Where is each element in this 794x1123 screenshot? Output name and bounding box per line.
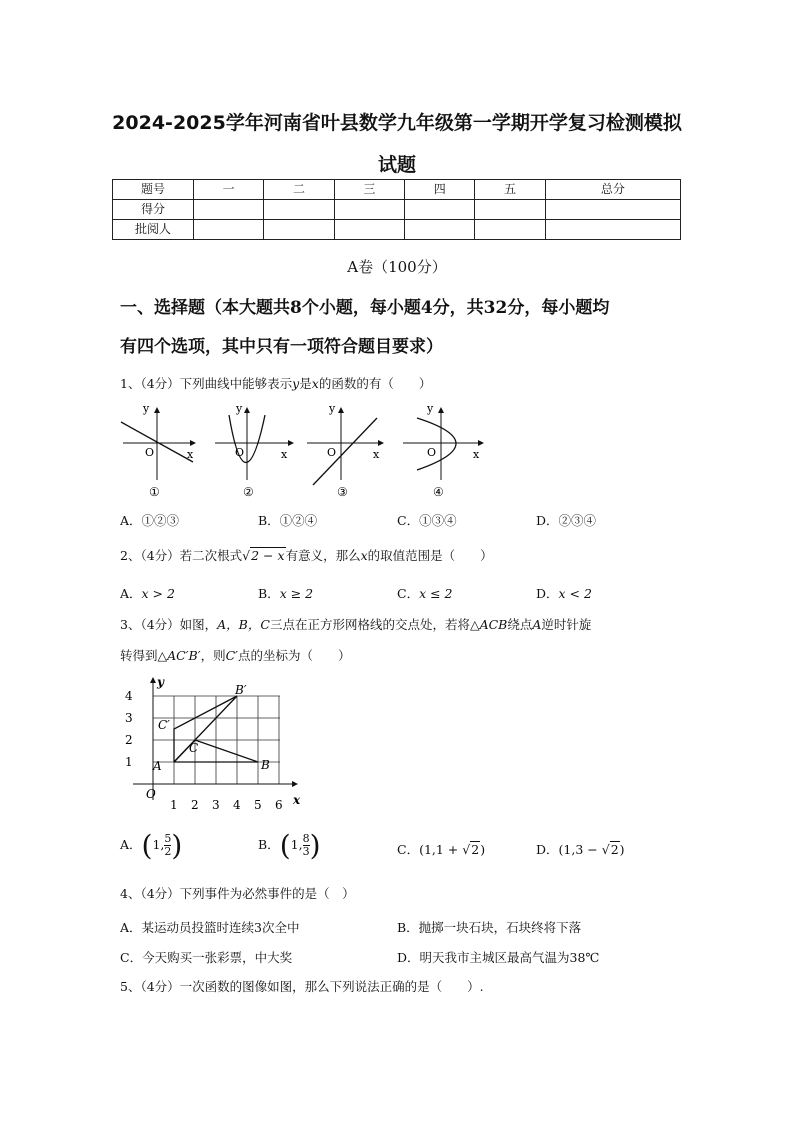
question-1-option-c[interactable]: C．①③④ xyxy=(397,513,457,528)
x-tick-labels xyxy=(170,798,283,812)
svg-text:4: 4 xyxy=(125,689,133,703)
question-2-option-c[interactable]: C．x ≤ 2 xyxy=(397,586,453,601)
svg-text:O: O xyxy=(327,446,337,459)
svg-text:y: y xyxy=(329,402,336,415)
svg-text:2: 2 xyxy=(191,798,199,812)
score-table-header-row xyxy=(113,180,681,200)
svg-text:x: x xyxy=(473,448,480,461)
grader-cell[interactable] xyxy=(475,220,545,240)
header-cell: 五 xyxy=(475,180,545,200)
y-tick-labels xyxy=(125,689,133,769)
question-5-stem: 5、（4分）一次函数的图像如图，那么下列说法正确的是（ ）. xyxy=(120,979,484,994)
question-4-option-a[interactable]: A．某运动员投篮时连续3次全中 xyxy=(120,920,300,935)
svg-text:y: y xyxy=(427,402,434,415)
question-4-option-d[interactable]: D．明天我市主城区最高气温为38℃ xyxy=(397,950,600,965)
score-table-row-score xyxy=(113,200,681,220)
score-cell[interactable] xyxy=(475,200,545,220)
graph-2 xyxy=(215,402,293,499)
question-3-option-c[interactable]: C．(1,1 + √2) xyxy=(397,842,486,857)
grader-cell[interactable] xyxy=(405,220,475,240)
question-3-option-b[interactable]: B．(1, $\frac{8}{3}$ ) xyxy=(258,829,321,862)
question-2-option-a[interactable]: A．x > 2 xyxy=(120,586,175,601)
doc-title-line2: 试题 xyxy=(377,154,416,176)
point-labels xyxy=(146,675,301,807)
grader-cell[interactable] xyxy=(545,220,680,240)
svg-text:O: O xyxy=(427,446,437,459)
header-cell: 三 xyxy=(334,180,404,200)
svg-text:5: 5 xyxy=(254,798,262,812)
svg-text:y: y xyxy=(143,402,150,415)
question-2-stem: 2、（4分）若二次根式√2 − x有意义，那么x的取值范围是（ ） xyxy=(120,548,493,563)
svg-text:B′: B′ xyxy=(235,683,247,697)
score-cell[interactable] xyxy=(194,200,264,220)
svg-text:B: B xyxy=(261,758,270,772)
svg-text:x: x xyxy=(187,448,194,461)
svg-text:x: x xyxy=(373,448,380,461)
section-heading-line2: 有四个选项，其中只有一项符合题目要求） xyxy=(120,337,443,357)
header-cell: 一 xyxy=(194,180,264,200)
question-3-stem-line2: 转得到△AC′B′，则C′点的坐标为（ ） xyxy=(120,648,351,663)
svg-text:O: O xyxy=(145,446,155,459)
question-2-option-d[interactable]: D．x < 2 xyxy=(536,586,592,601)
question-4-option-b[interactable]: B．抛掷一块石块，石块终将下落 xyxy=(397,920,582,935)
svg-text:3: 3 xyxy=(212,798,220,812)
svg-text:2: 2 xyxy=(125,733,133,747)
header-cell: 二 xyxy=(264,180,334,200)
row-label: 批阅人 xyxy=(113,220,194,240)
svg-text:C′: C′ xyxy=(158,718,170,732)
svg-text:①: ① xyxy=(149,485,160,499)
score-table xyxy=(112,179,681,240)
svg-text:1: 1 xyxy=(170,798,178,812)
graph-1 xyxy=(121,402,195,499)
question-1-stem: 1、（4分）下列曲线中能够表示y是x的函数的有（ ） xyxy=(120,376,432,391)
svg-text:A: A xyxy=(153,759,162,773)
grader-cell[interactable] xyxy=(264,220,334,240)
svg-text:y: y xyxy=(157,675,164,689)
header-cell: 四 xyxy=(405,180,475,200)
grader-cell[interactable] xyxy=(334,220,404,240)
svg-text:④: ④ xyxy=(433,485,444,499)
grader-cell[interactable] xyxy=(194,220,264,240)
row-label: 得分 xyxy=(113,200,194,220)
score-cell[interactable] xyxy=(405,200,475,220)
header-cell: 总分 xyxy=(545,180,680,200)
question-4-option-c[interactable]: C．今天购买一张彩票，中大奖 xyxy=(120,950,293,965)
question-1-option-b[interactable]: B．①②④ xyxy=(258,513,318,528)
graph-4 xyxy=(403,402,483,499)
question-1-option-d[interactable]: D．②③④ xyxy=(536,513,597,528)
graph-3 xyxy=(307,402,383,499)
svg-text:y: y xyxy=(236,402,243,415)
svg-text:O: O xyxy=(146,787,156,801)
question-3-option-d[interactable]: D．(1,3 − √2) xyxy=(536,842,625,857)
question-2-option-b[interactable]: B．x ≥ 2 xyxy=(258,586,314,601)
score-cell[interactable] xyxy=(264,200,334,220)
section-juan-a: A卷（100分） xyxy=(347,258,447,276)
question-3-grid-figure xyxy=(115,672,305,812)
score-table-row-grader xyxy=(113,220,681,240)
svg-text:4: 4 xyxy=(233,798,241,812)
svg-text:③: ③ xyxy=(337,485,348,499)
question-4-stem: 4、（4分）下列事件为必然事件的是（ ） xyxy=(120,886,355,901)
question-1-option-a[interactable]: A．①②③ xyxy=(120,513,180,528)
header-cell: 题号 xyxy=(113,180,194,200)
svg-text:②: ② xyxy=(243,485,254,499)
svg-text:C: C xyxy=(189,741,199,755)
svg-text:1: 1 xyxy=(125,755,133,769)
section-heading-line1: 一、选择题（本大题共8个小题，每小题4分，共32分，每小题均 xyxy=(120,298,610,318)
svg-text:3: 3 xyxy=(125,711,133,725)
doc-title-line1: 2024-2025学年河南省叶县数学九年级第一学期开学复习检测模拟 xyxy=(112,112,682,134)
score-cell[interactable] xyxy=(334,200,404,220)
svg-text:6: 6 xyxy=(275,798,283,812)
svg-text:x: x xyxy=(281,448,288,461)
svg-text:x: x xyxy=(293,793,301,807)
question-1-graphs xyxy=(115,400,495,500)
question-3-option-a[interactable]: A．(1, $\frac{5}{2}$ ) xyxy=(120,829,183,862)
score-cell[interactable] xyxy=(545,200,680,220)
svg-text:O: O xyxy=(235,446,245,459)
question-3-stem-line1: 3、（4分）如图，A，B，C三点在正方形网格线的交点处，若将△ACB绕点A逆时针旋 xyxy=(120,617,592,632)
